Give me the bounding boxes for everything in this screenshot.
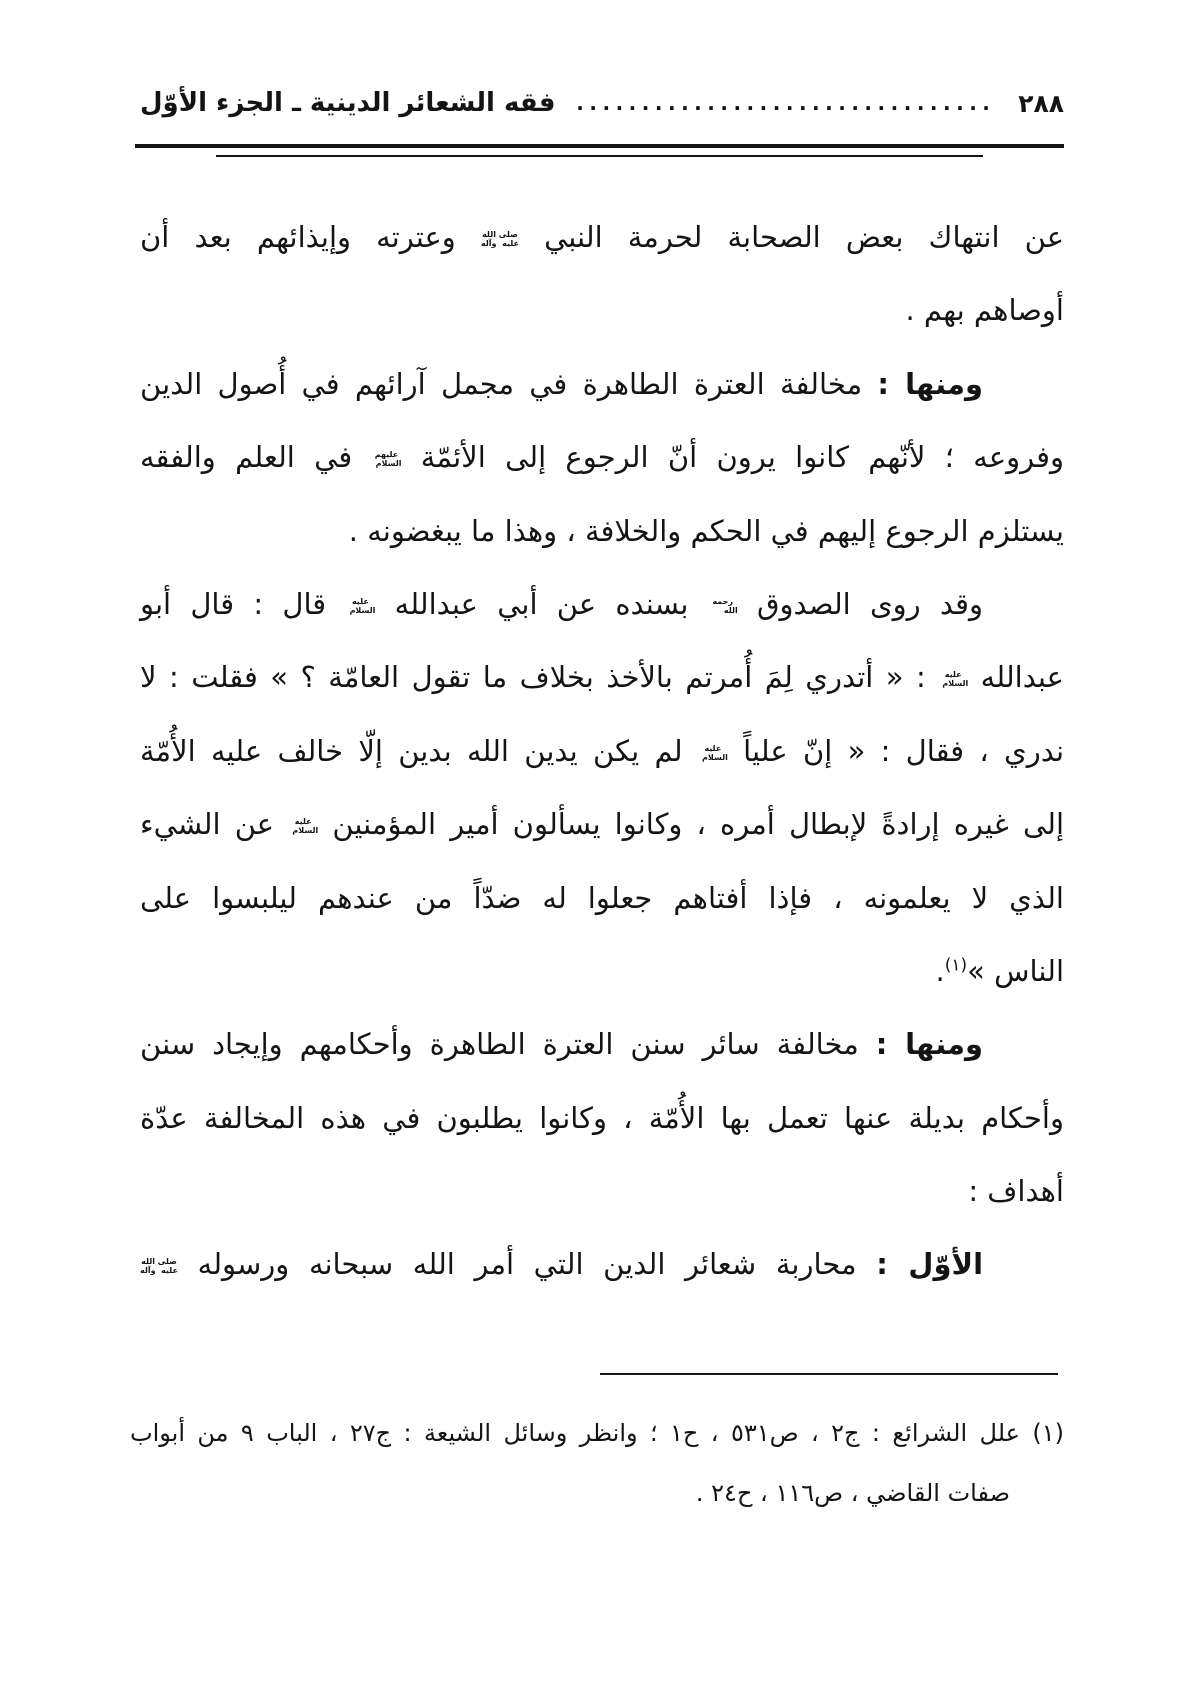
text-run: محاربة شعائر الدين التي أمر الله سبحانه ورسوله: [197, 1247, 857, 1282]
header-rule-thick: [135, 144, 1064, 148]
paragraph-start-line: [140, 568, 1064, 641]
honorific-mark: عليه السلام: [292, 817, 319, 836]
honorific-mark: صلى الله عليه وآله: [140, 1257, 178, 1276]
header-leader-dots: ................................: [576, 91, 996, 115]
text-run: إلى غيره إرادةً لإبطال أمره ، وكانوا يسألون أمير المؤمنين: [332, 807, 1065, 842]
text-run: أهداف :: [968, 1174, 1064, 1209]
text-run: .: [935, 953, 945, 988]
text-run: في العلم والفقه: [140, 440, 353, 475]
footnotes: [130, 1403, 1064, 1523]
honorific-mark: عليهم السلام: [374, 450, 402, 469]
running-header: [140, 78, 1064, 128]
text-run: وفروعه ؛ لأنّهم كانوا يرون أنّ الرجوع إلى الأئمّة: [420, 440, 1064, 475]
text-line: [140, 495, 1064, 568]
text-run: وقد روى الصدوق: [756, 586, 984, 621]
text-run: وعترته وإيذائهم بعد أن: [140, 220, 456, 254]
bold-lead-in: ومنها :: [877, 366, 983, 401]
footnote-line: صفات القاضي ، ص١١٦ ، ح٢٤ .: [695, 1479, 1010, 1507]
honorific-mark: عليه السلام: [942, 670, 969, 689]
running-title: فقه الشعائر الدينية ـ الجزء الأوّل: [140, 88, 556, 118]
text-run: وأحكام بديلة عنها تعمل بها الأُمّة ، وكانوا يطلبون في هذه المخالفة عدّة: [140, 1100, 1064, 1135]
page-number: ٢٨٨: [1018, 88, 1064, 118]
paragraph-start-line: [140, 348, 1064, 421]
text-run: : « أتدري لِمَ أُمرتم بالأخذ بخلاف ما تقول العامّة ؟ » فقلت : لا: [140, 660, 926, 695]
text-run: الناس »: [967, 953, 1064, 988]
honorific-mark: عليه السلام: [702, 743, 728, 762]
paragraph-start-line: [140, 1008, 1064, 1081]
text-line: [140, 201, 1064, 274]
text-run: ندري ، فقال : « إنّ علياً: [743, 733, 1065, 768]
footnote-line: (١) علل الشرائع : ج٢ ، ص٥٣١ ، ح١ ؛ وانظر وسائل الشيعة : ج٢٧ ، الباب ٩ من أبواب: [130, 1419, 1065, 1447]
text-run: بسنده عن أبي عبدالله: [394, 586, 689, 621]
bold-lead-in: الأوّل :: [876, 1247, 984, 1282]
text-line: [140, 1155, 1064, 1228]
bold-lead-in: ومنها :: [875, 1027, 984, 1062]
text-run: أوصاهم بهم .: [905, 293, 1064, 328]
text-run: عن الشيء: [140, 807, 275, 842]
header-rule-thin: [216, 155, 983, 157]
text-run: الذي لا يعلمونه ، فإذا أفتاهم جعلوا له ضدّاً من عندهم ليلبسوا على: [140, 880, 1064, 915]
footnote-separator: [600, 1373, 1058, 1375]
body-text: [140, 201, 1064, 1302]
text-run: لم يكن يدين الله بدين إلّا خالف عليه الأُمّة: [140, 733, 683, 768]
honorific-mark: صلى الله عليه وآله: [480, 230, 519, 248]
text-run: مخالفة سائر سنن العترة الطاهرة وأحكامهم وإيجاد سنن: [140, 1027, 859, 1062]
text-run: عن انتهاك بعض الصحابة لحرمة النبي: [544, 220, 1065, 254]
text-line: [140, 641, 1064, 714]
honorific-mark: رحمه الله: [712, 596, 738, 615]
text-run: قال : قال أبو: [140, 586, 327, 621]
text-run: مخالفة العترة الطاهرة في مجمل آرائهم في أُصول الدين: [140, 366, 863, 401]
footnote-ref: (١): [944, 955, 968, 976]
text-line: [140, 862, 1064, 935]
text-line: [140, 935, 1064, 1008]
text-line: [140, 1082, 1064, 1155]
text-line: [140, 421, 1064, 494]
text-run: يستلزم الرجوع إليهم في الحكم والخلافة ، وهذا ما يبغضونه .: [348, 513, 1064, 548]
text-run: عبدالله: [980, 660, 1064, 695]
text-line: [140, 788, 1064, 861]
honorific-mark: عليه السلام: [349, 596, 376, 615]
text-line: [140, 274, 1064, 347]
text-line: [140, 715, 1064, 788]
paragraph-start-line: [140, 1228, 1064, 1301]
